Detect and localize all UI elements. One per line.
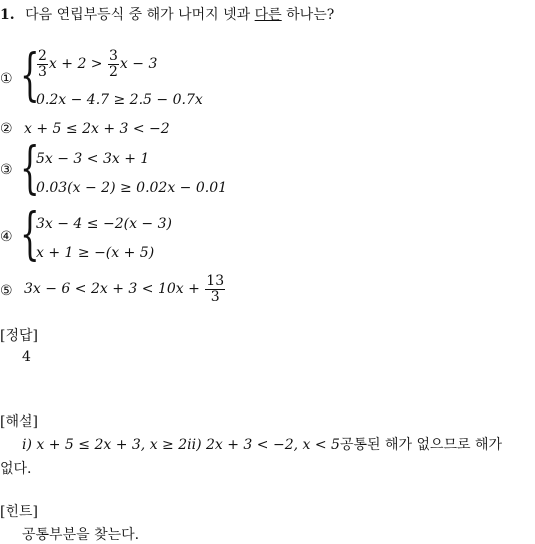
option-1-line2: 0.2x − 4.7 ≥ 2.5 − 0.7x	[36, 92, 203, 108]
option-3-line2: 0.03(x − 2) ≥ 0.02x − 0.01	[36, 180, 228, 196]
answer-label: [정답]	[0, 328, 38, 344]
option-4-brace: {	[20, 202, 40, 267]
option-1-marker: ①	[0, 71, 13, 87]
explanation-text: 공통된 해가 없으므로 해가	[339, 437, 503, 453]
question-text: 다음 연립부등식 중 해가 나머지 넷과	[25, 7, 255, 23]
option-4-line2: x + 1 ≥ −(x + 5)	[36, 245, 155, 261]
explanation-label: [해설]	[0, 414, 38, 430]
option-3-marker: ③	[0, 162, 13, 178]
hint-text: 공통부분을 찾는다.	[22, 527, 140, 543]
option-1-line1: $\frac{2}{3}$ x + 2 > $\frac{3}{2}$ x − 3	[38, 48, 158, 80]
explanation-line1	[22, 434, 502, 454]
option-5-frac: $\frac{13}{3}$	[206, 273, 225, 305]
question-text-end: 하나는?	[281, 7, 335, 23]
hint-label: [힌트]	[0, 504, 38, 520]
option-2-marker: ②	[0, 121, 13, 137]
option-4-line1: 3x − 4 ≤ −2(x − 3)	[36, 216, 172, 232]
option-5-text: 3x − 6 < 2x + 3 < 10x + $\frac{13}{3}$	[24, 273, 225, 305]
option-5-marker: ⑤	[0, 283, 13, 299]
option-1-brace: {	[20, 43, 40, 108]
answer-value: 4	[22, 349, 31, 365]
explanation-line2: 없다.	[0, 461, 32, 477]
question-line	[0, 4, 334, 24]
option-1-frac1: $\frac{2}{3}$	[38, 48, 47, 80]
option-3-brace: {	[20, 136, 40, 201]
question-underlined: 다른	[254, 7, 282, 23]
question-number: 1.	[0, 7, 15, 23]
option-2-text: x + 5 ≤ 2x + 3 < −2	[24, 121, 170, 137]
option-1-frac2: $\frac{3}{2}$	[109, 48, 118, 80]
option-3-line1: 5x − 3 < 3x + 1	[36, 151, 150, 167]
option-4-marker: ④	[0, 229, 13, 245]
explanation-math: i) x + 5 ≤ 2x + 3, x ≥ 2ii) 2x + 3 < −2, x < 5	[22, 437, 340, 453]
